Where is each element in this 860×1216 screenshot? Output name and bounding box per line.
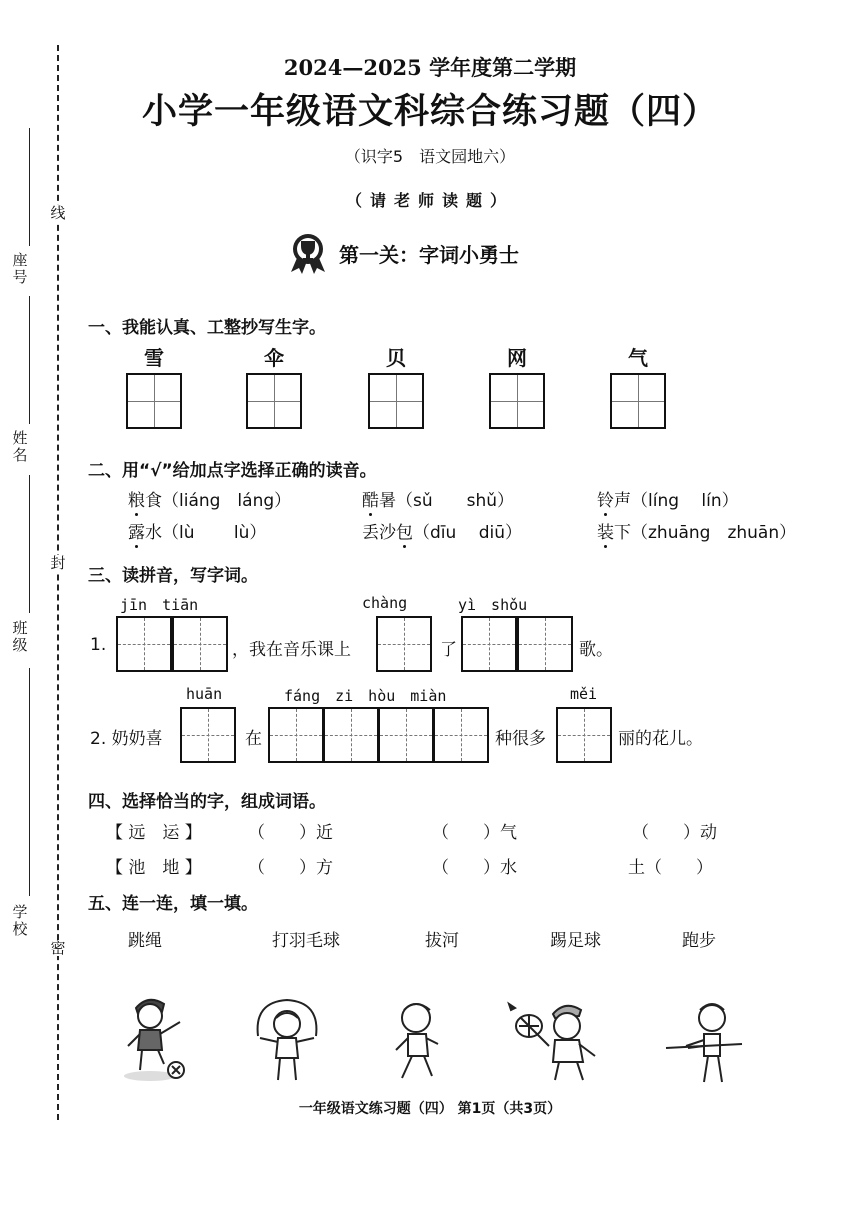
q2-post: 声 [614,491,631,511]
pinyin: jīn tiān [120,596,199,614]
writing-box[interactable] [376,616,432,672]
q5-word[interactable]: 跳绳 [128,931,162,951]
sentence-text: 在 [245,729,262,749]
seat-label: 座号 [12,251,28,286]
sentence-text: 歌。 [579,640,613,660]
q4-blank[interactable]: （ ）方 [248,858,333,878]
jump-rope-kid-image[interactable] [252,996,322,1086]
q5-word[interactable]: 跑步 [682,931,716,951]
writing-box[interactable] [246,373,302,429]
q3-title: 三、读拼音，写字词。 [88,566,258,586]
writing-box[interactable] [116,616,172,672]
level-title: 第一关：字词小勇士 [339,242,519,267]
q4-blank[interactable]: 土（ ） [628,858,713,878]
q4-title: 四、选择恰当的字，组成词语。 [88,792,326,812]
writing-box[interactable] [517,616,573,672]
sentence-text: 2. 奶奶喜 [90,729,163,749]
q4-group: 【 池 地 】 [106,858,202,878]
writing-box[interactable] [180,707,236,763]
page-title: 小学一年级语文科综合练习题（四） [141,91,718,132]
level-heading [285,232,519,274]
writing-box[interactable] [489,373,545,429]
teacher-note: （请老师读题） [345,191,514,210]
binding-char-mi: 密 [50,939,66,957]
q2-post: 食 [145,491,162,511]
writing-box[interactable] [378,707,434,763]
dotted-char: 装 [597,523,614,543]
class-label: 班级 [12,619,28,654]
sentence-text: ，我在音乐课上 [232,640,351,660]
q2-pre: 丢沙 [362,523,396,543]
writing-box[interactable] [172,616,228,672]
pinyin: fáng zi hòu miàn [284,687,447,705]
q2-options: （lù lù） [162,523,267,543]
writing-box[interactable] [268,707,324,763]
binding-char-xian: 线 [50,204,66,222]
q1-title: 一、我能认真、工整抄写生字。 [88,318,326,338]
q2-item[interactable] [128,518,266,543]
writing-box[interactable] [368,373,424,429]
q2-options: （sǔ shǔ） [396,491,515,511]
q2-options: （dīu diū） [413,523,522,543]
writing-box[interactable] [433,707,489,763]
running-kid-image[interactable] [386,998,446,1086]
q2-post: 下 [614,523,631,543]
binding-char-feng: 封 [50,554,66,572]
class-line [29,475,30,613]
q1-char: 伞 [264,346,284,370]
q5-word[interactable]: 踢足球 [550,931,601,951]
q2-item[interactable] [597,486,739,511]
writing-box[interactable] [126,373,182,429]
q4-group: 【 远 运 】 [106,823,202,843]
writing-box[interactable] [556,707,612,763]
q5-word[interactable]: 拔河 [425,931,459,951]
q2-options: （liáng láng） [162,491,292,511]
q1-char: 网 [507,346,527,370]
q5-word[interactable]: 打羽毛球 [272,931,340,951]
q2-options: （zhuāng zhuān） [631,523,797,543]
page-footer: 一年级语文练习题（四） 第1页（共3页） [298,1101,562,1117]
tug-of-war-kid-image[interactable] [664,996,744,1088]
dotted-char: 粮 [128,491,145,511]
pinyin: huān [186,685,223,703]
school-label: 学校 [12,903,28,938]
medal-icon [285,232,331,274]
q4-blank[interactable]: （ ）动 [632,823,717,843]
sentence-text: 丽的花儿。 [618,729,703,749]
q4-blank[interactable]: （ ）近 [248,823,333,843]
q2-post: 水 [145,523,162,543]
q2-post: 暑 [379,491,396,511]
dotted-char: 包 [396,523,413,543]
q2-title: 二、用“√”给加点字选择正确的读音。 [88,461,377,481]
sentence-number: 1. [90,635,107,655]
q2-item[interactable] [128,486,291,511]
dotted-char: 露 [128,523,145,543]
q2-options: （líng lín） [631,491,739,511]
q2-item[interactable] [362,486,514,511]
q1-char: 气 [628,346,648,370]
q1-char: 雪 [144,346,164,370]
q2-item[interactable] [597,518,796,543]
name-line [29,296,30,424]
badminton-kid-image[interactable] [505,996,605,1084]
q4-blank[interactable]: （ ）气 [432,823,517,843]
sentence-text: 种很多 [495,729,546,749]
pinyin: chàng [362,594,408,612]
dotted-char: 酷 [362,491,379,511]
pinyin: měi [570,685,598,703]
writing-box[interactable] [610,373,666,429]
soccer-kid-image[interactable] [118,992,198,1084]
name-label: 姓名 [12,429,28,464]
q1-char: 贝 [386,346,406,370]
sentence-text: 了 [440,640,457,660]
q5-title: 五、连一连，填一填。 [88,894,258,914]
q2-item[interactable] [362,518,522,543]
dotted-char: 铃 [597,491,614,511]
writing-box[interactable] [461,616,517,672]
scope-line: （识字5 语文园地六） [344,147,516,166]
q4-blank[interactable]: （ ）水 [432,858,517,878]
term-line: 2024—2025 学年度第二学期 [283,55,577,80]
pinyin: yì shǒu [458,596,528,614]
school-line [29,668,30,896]
writing-box[interactable] [323,707,379,763]
